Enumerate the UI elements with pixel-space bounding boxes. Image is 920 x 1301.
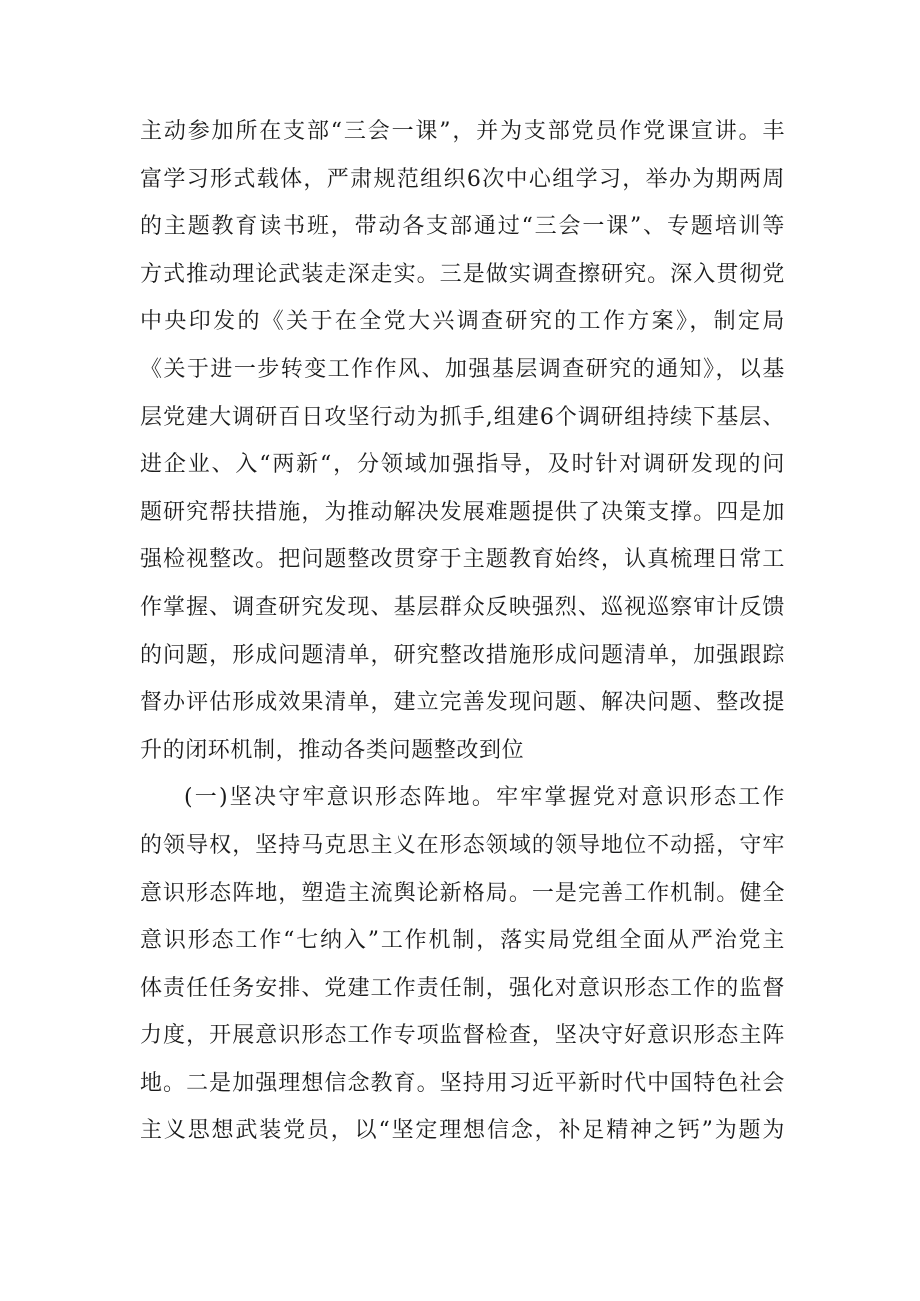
text-line: 强检视整改。把问题整改贯穿于主题教育始终，认真梳理日常工 [140,547,785,573]
text-line: 督办评估形成效果清单，建立完善发现问题、解决问题、整改提 [140,690,785,716]
text-line: 力度，开展意识形态工作专项监督检查，坚决守好意识形态主阵 [140,1023,785,1049]
text-line: 主义思想武装党员，以“坚定理想信念，补足精神之钙”为题为 [140,1118,785,1144]
text-line: 富学习形式载体，严肃规范组织6次中心组学习，举办为期两周 [140,166,785,192]
text-line: 中央印发的《关于在全党大兴调查研究的工作方案》，制定局 [140,309,785,335]
text-line: 进企业、入“两新“，分领域加强指导，及时针对调研发现的问 [140,452,785,478]
text-line: 的问题，形成问题清单，研究整改措施形成问题清单，加强跟踪 [140,642,785,668]
paragraph-1 [140,108,785,774]
text-line: 体责任任务安排、党建工作责任制，强化对意识形态工作的监督 [140,975,785,1001]
text-line: 层党建大调研百日攻坚行动为抓手,组建6个调研组持续下基层、 [140,404,785,430]
text-line: 升的闭环机制，推动各类问题整改到位 [140,737,525,763]
text-line: 题研究帮扶措施，为推动解决发展难题提供了决策支撑。四是加 [140,499,785,525]
text-line: 《关于进一步转变工作作风、加强基层调查研究的通知》，以基 [140,356,785,382]
text-line: 地。二是加强理想信念教育。坚持用习近平新时代中国特色社会 [140,1070,785,1096]
section-heading-line: (一)坚决守牢意识形态阵地。牢牢掌握党对意识形态工作 [184,785,785,811]
text-line: 方式推动理论武装走深走实。三是做实调查擦研究。深入贯彻党 [140,261,785,287]
paragraph-2 [140,774,785,1155]
text-line: 的主题教育读书班，带动各支部通过“三会一课”、专题培训等 [140,214,785,240]
text-line: 作掌握、调查研究发现、基层群众反映强烈、巡视巡察审计反馈 [140,594,785,620]
text-line: 的领导权，坚持马克思主义在形态领域的领导地位不动摇，守牢 [140,832,785,858]
text-line: 主动参加所在支部“三会一课”，并为支部党员作党课宣讲。丰 [140,119,785,144]
text-line: 意识形态工作“七纳入”工作机制，落实局党组全面从严治党主 [140,928,785,954]
body-text [140,108,785,1155]
text-line: 意识形态阵地，塑造主流舆论新格局。一是完善工作机制。健全 [140,880,785,906]
